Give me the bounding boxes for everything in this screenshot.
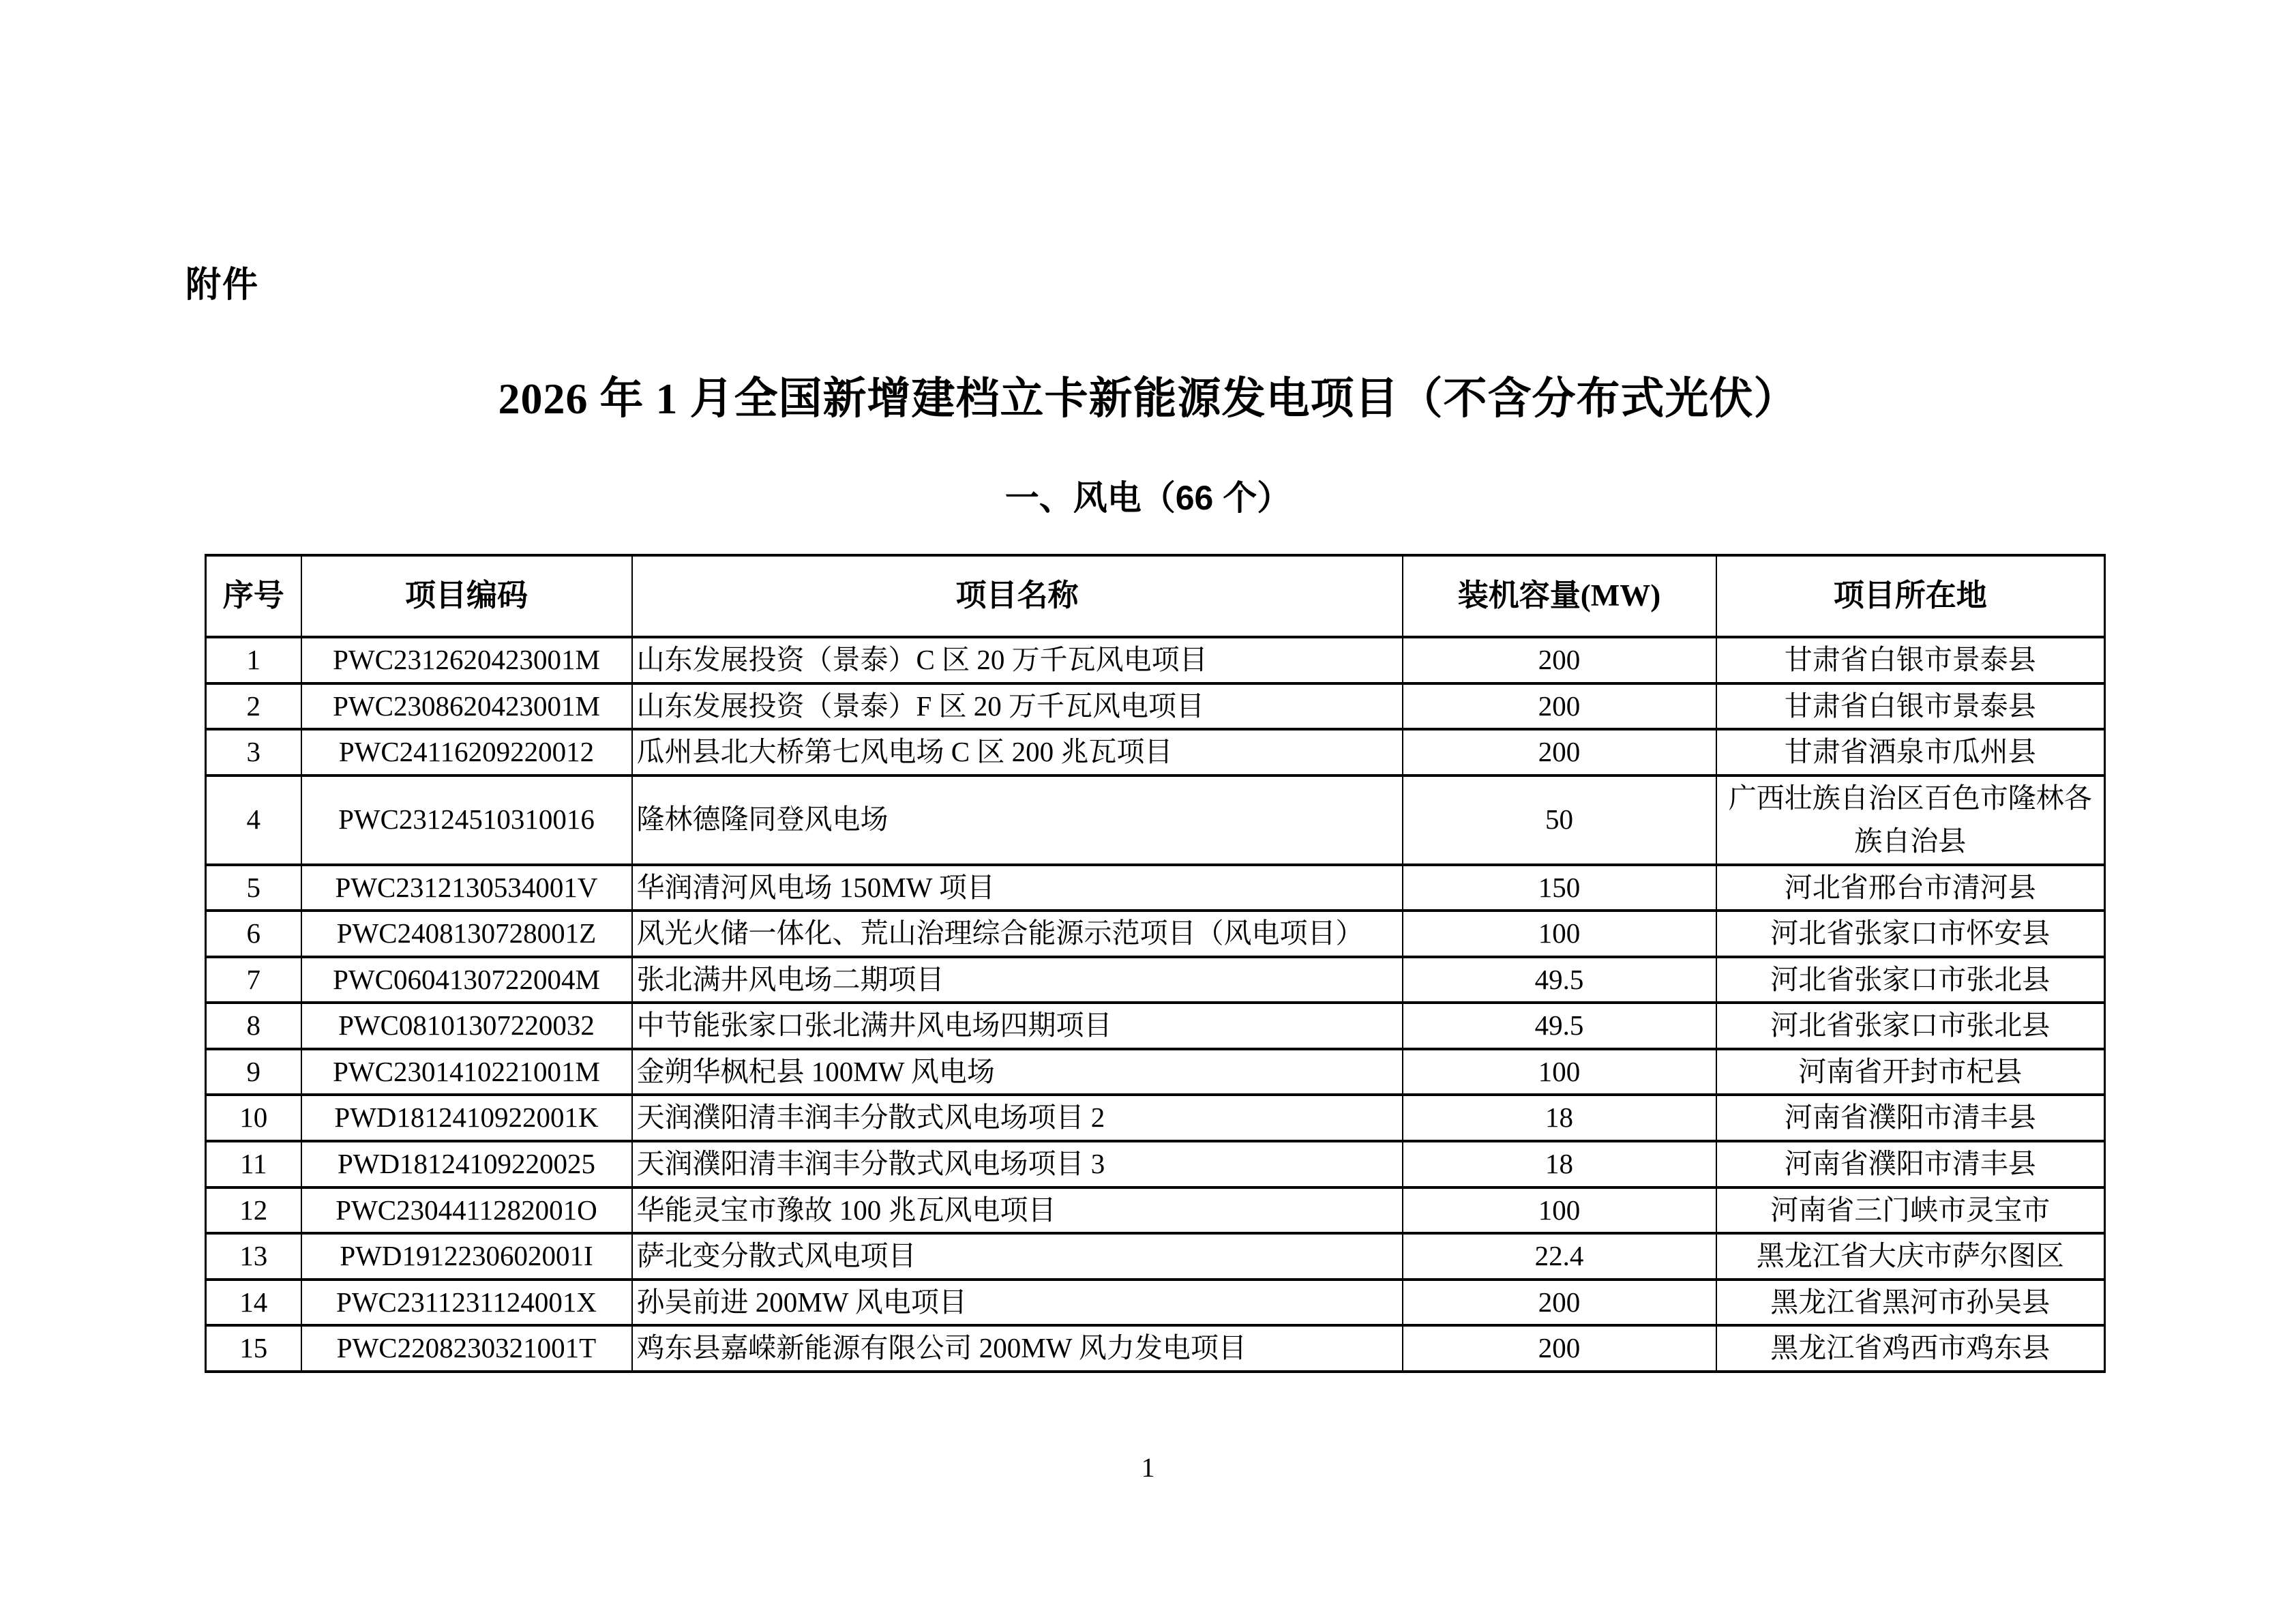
location-cell: 河北省张家口市张北县 [1716,1003,2105,1049]
table-row [206,1095,2105,1141]
capacity-cell: 49.5 [1403,957,1716,1003]
col-header-location: 项目所在地 [1716,555,2105,637]
name-cell: 金朔华枫杞县 100MW 风电场 [632,1049,1403,1095]
table-row [206,1280,2105,1326]
location-cell: 广西壮族自治区百色市隆林各族自治县 [1716,776,2105,865]
section-title: 一、风电（66 个） [1004,479,1292,517]
name-cell: 瓜州县北大桥第七风电场 C 区 200 兆瓦项目 [632,729,1403,776]
table-header-row [206,555,2105,637]
name-cell: 萨北变分散式风电项目 [632,1233,1403,1280]
code-cell: PWC2304411282001O [301,1187,632,1234]
seq-cell: 11 [206,1141,301,1187]
seq-cell: 8 [206,1003,301,1049]
name-cell: 中节能张家口张北满井风电场四期项目 [632,1003,1403,1049]
capacity-cell: 200 [1403,637,1716,683]
capacity-cell: 100 [1403,1049,1716,1095]
name-cell: 天润濮阳清丰润丰分散式风电场项目 2 [632,1095,1403,1141]
location-cell: 黑龙江省鸡西市鸡东县 [1716,1325,2105,1372]
seq-cell: 4 [206,776,301,865]
name-cell: 山东发展投资（景泰）F 区 20 万千瓦风电项目 [632,683,1403,730]
seq-cell: 5 [206,865,301,911]
seq-cell: 3 [206,729,301,776]
table-row [206,683,2105,730]
table-row [206,957,2105,1003]
table-row [206,911,2105,957]
table-row [206,1233,2105,1280]
name-cell: 风光火储一体化、荒山治理综合能源示范项目（风电项目） [632,911,1403,957]
capacity-cell: 50 [1403,776,1716,865]
attachment-label: 附件 [185,265,260,305]
location-cell: 河北省张家口市怀安县 [1716,911,2105,957]
capacity-cell: 18 [1403,1141,1716,1187]
code-cell: PWD18124109220025 [301,1141,632,1187]
name-cell: 张北满井风电场二期项目 [632,957,1403,1003]
capacity-cell: 200 [1403,1280,1716,1326]
code-cell: PWC2208230321001T [301,1325,632,1372]
code-cell: PWC2312620423001M [301,637,632,683]
seq-cell: 15 [206,1325,301,1372]
name-cell: 华能灵宝市豫故 100 兆瓦风电项目 [632,1187,1403,1234]
code-cell: PWC08101307220032 [301,1003,632,1049]
name-cell: 天润濮阳清丰润丰分散式风电场项目 3 [632,1141,1403,1187]
table-row [206,729,2105,776]
location-cell: 黑龙江省黑河市孙吴县 [1716,1280,2105,1326]
location-cell: 河南省濮阳市清丰县 [1716,1095,2105,1141]
code-cell: PWC0604130722004M [301,957,632,1003]
seq-cell: 9 [206,1049,301,1095]
seq-cell: 2 [206,683,301,730]
table-row [206,776,2105,865]
capacity-cell: 200 [1403,1325,1716,1372]
code-cell: PWD1812410922001K [301,1095,632,1141]
seq-cell: 6 [206,911,301,957]
seq-cell: 14 [206,1280,301,1326]
table-row [206,637,2105,683]
capacity-cell: 150 [1403,865,1716,911]
capacity-cell: 200 [1403,683,1716,730]
capacity-cell: 100 [1403,1187,1716,1234]
table-row [206,1003,2105,1049]
name-cell: 华润清河风电场 150MW 项目 [632,865,1403,911]
code-cell: PWC2308620423001M [301,683,632,730]
code-cell: PWC2311231124001X [301,1280,632,1326]
location-cell: 河南省开封市杞县 [1716,1049,2105,1095]
page-title: 2026 年 1 月全国新增建档立卡新能源发电项目（不含分布式光伏） [498,374,1798,423]
capacity-cell: 49.5 [1403,1003,1716,1049]
location-cell: 河北省邢台市清河县 [1716,865,2105,911]
location-cell: 河南省濮阳市清丰县 [1716,1141,2105,1187]
location-cell: 甘肃省白银市景泰县 [1716,683,2105,730]
capacity-cell: 100 [1403,911,1716,957]
table-row [206,865,2105,911]
code-cell: PWC2408130728001Z [301,911,632,957]
table-row [206,1049,2105,1095]
location-cell: 甘肃省酒泉市瓜州县 [1716,729,2105,776]
name-cell: 山东发展投资（景泰）C 区 20 万千瓦风电项目 [632,637,1403,683]
capacity-cell: 200 [1403,729,1716,776]
seq-cell: 7 [206,957,301,1003]
seq-cell: 13 [206,1233,301,1280]
table-row [206,1141,2105,1187]
location-cell: 河北省张家口市张北县 [1716,957,2105,1003]
code-cell: PWD1912230602001I [301,1233,632,1280]
capacity-cell: 18 [1403,1095,1716,1141]
col-header-seq: 序号 [206,555,301,637]
code-cell: PWC2301410221001M [301,1049,632,1095]
code-cell: PWC23124510310016 [301,776,632,865]
projects-table [205,554,2106,1373]
name-cell: 隆林德隆同登风电场 [632,776,1403,865]
location-cell: 黑龙江省大庆市萨尔图区 [1716,1233,2105,1280]
location-cell: 甘肃省白银市景泰县 [1716,637,2105,683]
code-cell: PWC24116209220012 [301,729,632,776]
name-cell: 鸡东县嘉嵘新能源有限公司 200MW 风力发电项目 [632,1325,1403,1372]
capacity-cell: 22.4 [1403,1233,1716,1280]
col-header-capacity: 装机容量(MW) [1403,555,1716,637]
code-cell: PWC2312130534001V [301,865,632,911]
name-cell: 孙吴前进 200MW 风电项目 [632,1280,1403,1326]
location-cell: 河南省三门峡市灵宝市 [1716,1187,2105,1234]
table-row [206,1187,2105,1234]
table-row [206,1325,2105,1372]
col-header-name: 项目名称 [632,555,1403,637]
page-number: 1 [1141,1452,1155,1483]
col-header-code: 项目编码 [301,555,632,637]
seq-cell: 12 [206,1187,301,1234]
seq-cell: 1 [206,637,301,683]
seq-cell: 10 [206,1095,301,1141]
